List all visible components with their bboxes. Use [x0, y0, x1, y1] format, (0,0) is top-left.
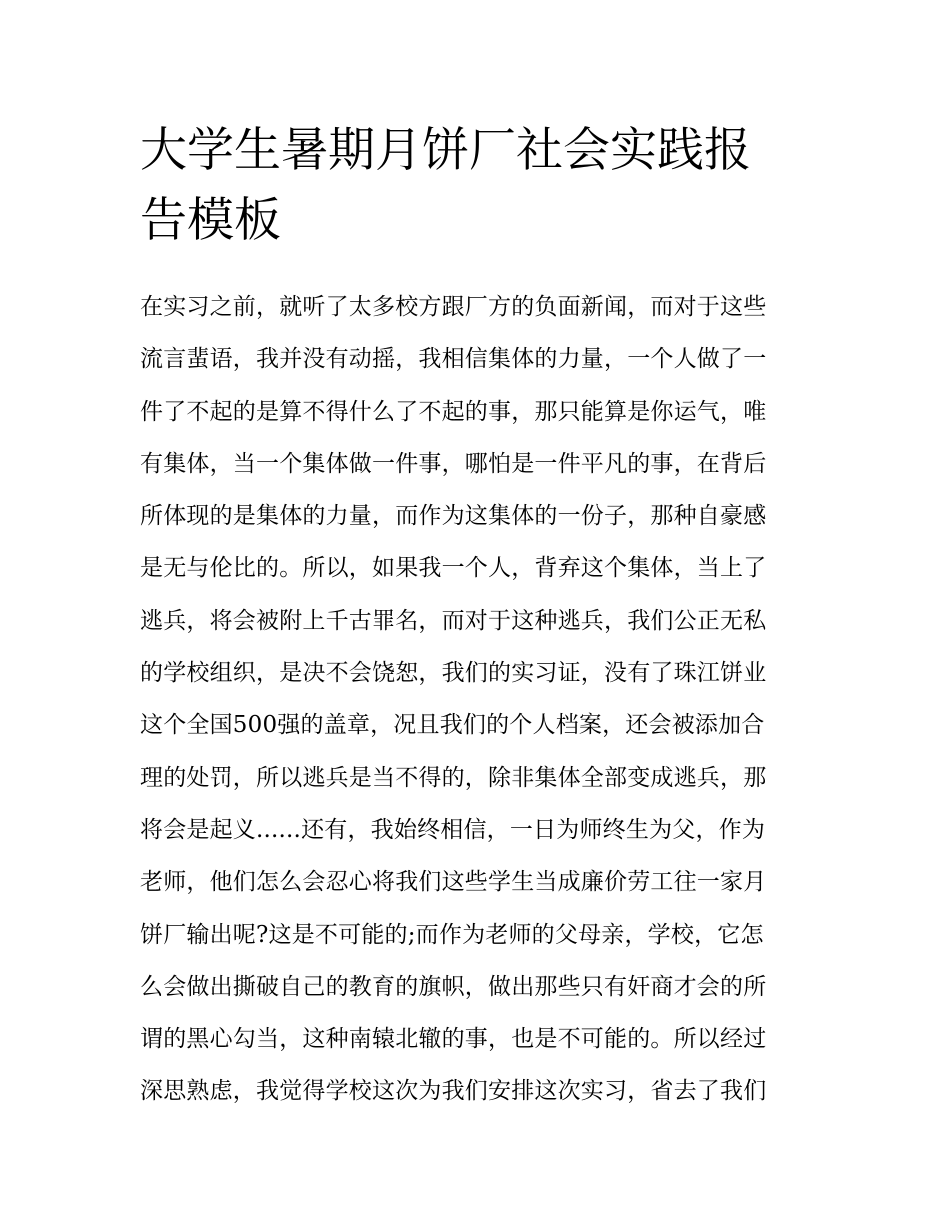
- paragraph-line: 在实习之前，就听了太多校方跟厂方的负面新闻，而对于这些: [140, 294, 767, 320]
- paragraph-line: 将会是起义......还有，我始终相信，一日为师终生为父，作为: [140, 816, 766, 843]
- paragraph-line: 老师，他们怎么会忍心将我们这些学生当成廉价劳工往一家月: [140, 869, 767, 896]
- paragraph-line: 所体现的是集体的力量，而作为这集体的一份子，那种自豪感: [140, 503, 767, 530]
- title-line: 告模板: [140, 193, 281, 248]
- paragraph-line: 的学校组织，是决不会饶恕，我们的实习证，没有了珠江饼业: [140, 660, 767, 687]
- paragraph-line: 谓的黑心勾当，这种南辕北辙的事，也是不可能的。所以经过: [140, 1026, 767, 1053]
- paragraph-line: 流言蜚语，我并没有动摇，我相信集体的力量，一个人做了一: [140, 346, 767, 373]
- paragraph-line: 是无与伦比的。所以，如果我一个人，背弃这个集体，当上了: [140, 555, 767, 582]
- paragraph-line: 有集体，当一个集体做一件事，哪怕是一件平凡的事，在背后: [140, 450, 767, 477]
- paragraph-line: 么会做出撕破自己的教育的旗帜，做出那些只有奸商才会的所: [140, 973, 767, 1000]
- body-paragraph: [140, 281, 830, 1118]
- paragraph-line: 深思熟虑，我觉得学校这次为我们安排这次实习，省去了我们: [140, 1078, 767, 1105]
- title-line: 大学生暑期月饼厂社会实践报: [140, 123, 751, 178]
- paragraph-line: 这个全国500强的盖章，况且我们的个人档案，还会被添加合: [140, 712, 765, 739]
- paragraph-line: 理的处罚，所以逃兵是当不得的，除非集体全部变成逃兵，那: [140, 764, 767, 791]
- paragraph-line: 件了不起的是算不得什么了不起的事，那只能算是你运气，唯: [140, 398, 767, 425]
- document-title: [140, 116, 820, 256]
- paragraph-line: 逃兵，将会被附上千古罪名，而对于这种逃兵，我们公正无私: [140, 607, 767, 634]
- paragraph-line: 饼厂输出呢?这是不可能的;而作为老师的父母亲，学校，它怎: [140, 921, 764, 948]
